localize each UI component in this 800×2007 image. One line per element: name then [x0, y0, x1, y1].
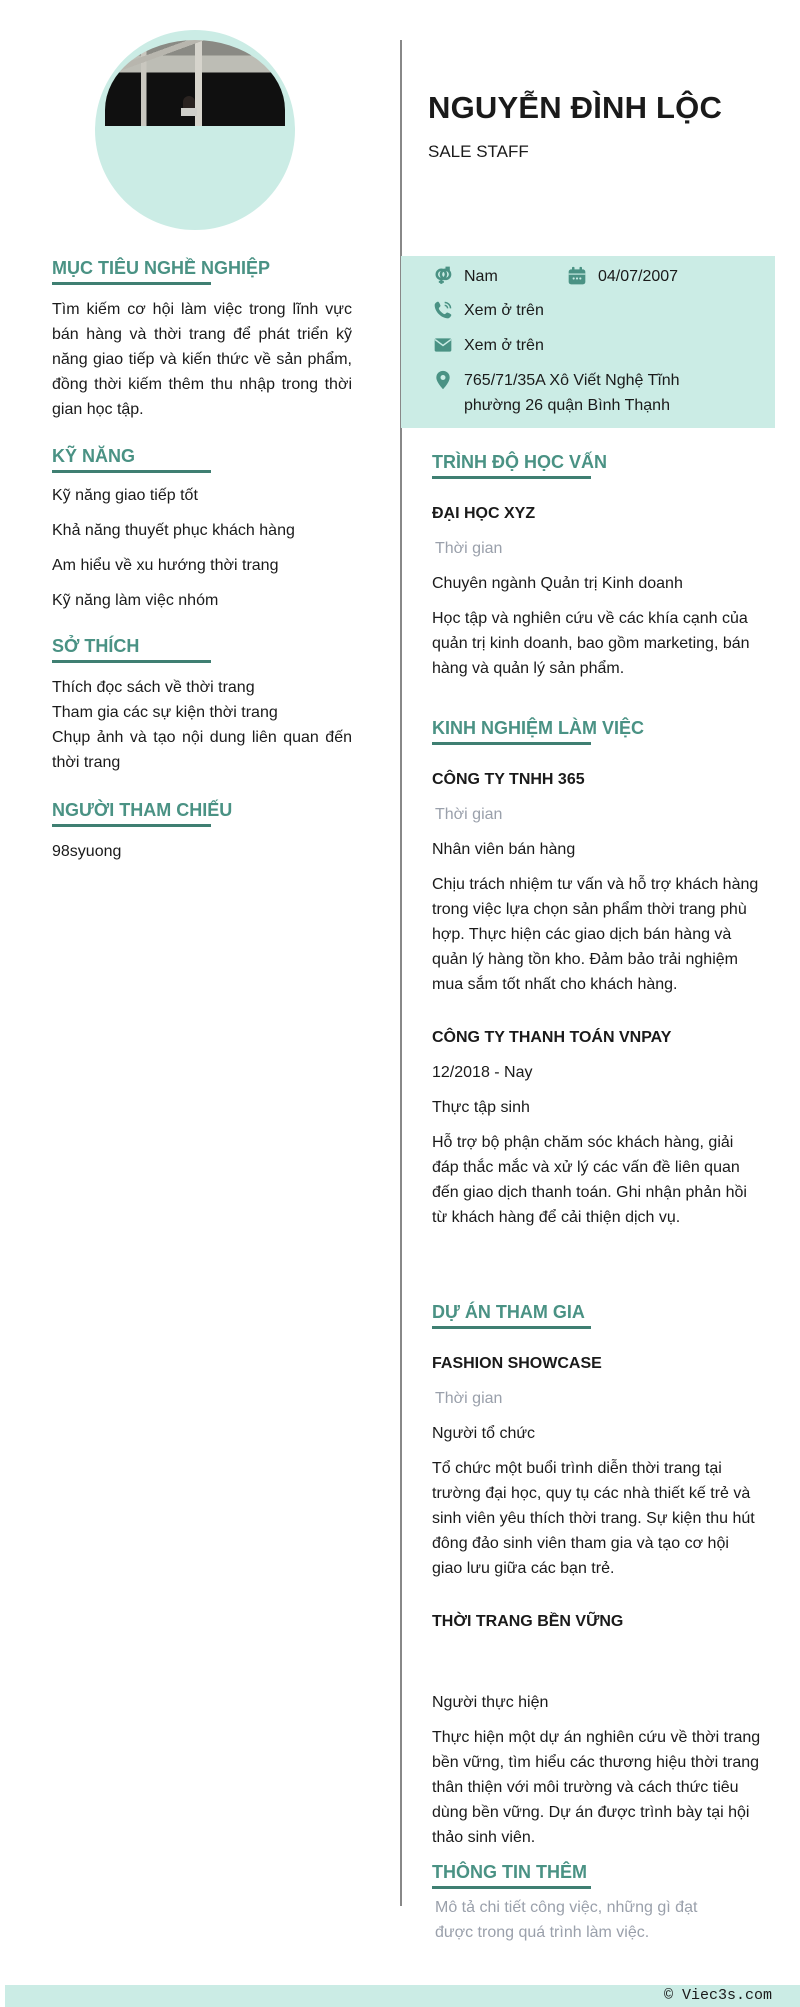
experience-item	[432, 767, 762, 997]
contact-phone	[432, 298, 544, 323]
additional-info-text: Mô tả chi tiết công việc, những gì đạt được trong quá trình làm việc.	[435, 1899, 698, 1941]
job-title: SALE STAFF	[428, 142, 529, 161]
address-line-2: phường 26 quận Bình Thạnh	[464, 397, 670, 414]
contact-birthday	[566, 264, 678, 289]
experience-item	[432, 1025, 762, 1230]
section-title: MỤC TIÊU NGHỀ NGHIỆP	[52, 258, 271, 278]
contact-email	[432, 333, 544, 358]
skill-item: Kỹ năng giao tiếp tốt	[52, 487, 198, 504]
objective-text: Tìm kiếm cơ hội làm việc trong lĩnh vực bán hàng và thời trang để phát triển kỹ năng giao tiếp và kiến thức về sản phẩm, đồng thời kiếm thêm thu nhập trong thời gian học tập.	[52, 301, 352, 418]
envelope-icon	[432, 334, 454, 356]
hobby-item: Tham gia các sự kiện thời trang	[52, 704, 278, 721]
project-role: Người tổ chức	[432, 1425, 536, 1442]
gender-value: Nam	[464, 268, 498, 285]
references-section	[52, 798, 352, 864]
project-description: Thực hiện một dự án nghiên cứu về thời trang bền vững, tìm hiểu các thương hiệu thời trang thân thiện với môi trường và cách thức tiêu dùng bền vững. Dự án được trình bày tại hội thảo sinh viên.	[432, 1729, 761, 1846]
contact-gender	[432, 264, 498, 289]
avatar-person-figure	[183, 96, 195, 116]
project-role: Người thực hiện	[432, 1694, 549, 1711]
contact-address	[432, 368, 680, 418]
gender-icon	[432, 265, 454, 287]
hobby-item: Chụp ảnh và tạo nội dung liên quan đến thời trang	[52, 729, 352, 771]
education-section	[432, 450, 762, 681]
section-underline	[52, 282, 211, 285]
project-item	[432, 1609, 762, 1850]
experience-time: Thời gian	[435, 806, 503, 823]
reference-text: 98syuong	[52, 843, 122, 860]
birthday-value: 04/07/2007	[598, 268, 679, 285]
skill-item: Kỹ năng làm việc nhóm	[52, 592, 219, 609]
location-pin-icon	[432, 369, 454, 391]
experience-description: Hỗ trợ bộ phận chăm sóc khách hàng, giải đáp thắc mắc và xử lý các vấn đề liên quan đến giao dịch thanh toán. Ghi nhận phản hồi từ khách hàng để cải thiện dịch vụ.	[432, 1134, 747, 1226]
skill-item: Khả năng thuyết phục khách hàng	[52, 522, 295, 539]
section-title: SỞ THÍCH	[52, 636, 140, 656]
hobbies-section	[52, 634, 352, 775]
experience-section	[432, 716, 762, 1230]
section-underline	[52, 660, 211, 663]
section-underline	[432, 742, 591, 745]
school-name: ĐẠI HỌC XYZ	[432, 505, 536, 522]
project-item	[432, 1351, 762, 1581]
education-item	[432, 501, 762, 681]
section-title: NGƯỜI THAM CHIẾU	[52, 800, 233, 820]
section-title: TRÌNH ĐỘ HỌC VẤN	[432, 452, 607, 472]
section-underline	[432, 1886, 591, 1889]
experience-role: Thực tập sinh	[432, 1099, 530, 1116]
experience-role: Nhân viên bán hàng	[432, 841, 576, 858]
experience-time: 12/2018 - Nay	[432, 1064, 533, 1081]
avatar	[95, 30, 295, 230]
footer-bar	[5, 1985, 800, 2007]
company-name: CÔNG TY TNHH 365	[432, 771, 585, 788]
section-underline	[52, 470, 211, 473]
project-time	[432, 1644, 762, 1669]
address-line-1: 765/71/35A Xô Viết Nghệ Tĩnh	[464, 372, 680, 389]
phone-icon	[432, 299, 454, 321]
education-description: Học tập và nghiên cứu về các khía cạnh của quản trị kinh doanh, bao gồm marketing, bán hàng và quản lý sản phẩm.	[432, 610, 750, 677]
section-title: THÔNG TIN THÊM	[432, 1862, 587, 1882]
education-time: Thời gian	[435, 540, 503, 557]
company-name: CÔNG TY THANH TOÁN VNPAY	[432, 1029, 672, 1046]
section-title: KỸ NĂNG	[52, 446, 136, 466]
section-underline	[432, 1326, 591, 1329]
phone-value: Xem ở trên	[464, 302, 544, 319]
email-value: Xem ở trên	[464, 337, 544, 354]
contact-info-panel	[401, 256, 775, 428]
skills-section	[52, 444, 352, 613]
footer-copyright: © Viec3s.com	[663, 1987, 772, 2004]
hobby-item: Thích đọc sách về thời trang	[52, 679, 255, 696]
projects-section	[432, 1300, 762, 1850]
section-underline	[432, 476, 591, 479]
project-name: FASHION SHOWCASE	[432, 1355, 602, 1372]
skill-item: Am hiểu về xu hướng thời trang	[52, 557, 279, 574]
section-underline	[52, 824, 211, 827]
objective-section	[52, 256, 352, 422]
additional-info-section	[432, 1860, 762, 1945]
candidate-name: NGUYỄN ĐÌNH LỘC	[428, 90, 723, 125]
project-description: Tổ chức một buổi trình diễn thời trang tại trường đại học, quy tụ các nhà thiết kế trẻ và sinh viên yêu thích thời trang. Sự kiện thu hút đông đảo sinh viên tham gia và tạo cơ hội giao lưu giữa các bạn trẻ.	[432, 1460, 755, 1577]
calendar-icon	[566, 265, 588, 287]
project-time: Thời gian	[435, 1390, 503, 1407]
section-title: DỰ ÁN THAM GIA	[432, 1302, 585, 1322]
education-major: Chuyên ngành Quản trị Kinh doanh	[432, 575, 683, 592]
experience-description: Chịu trách nhiệm tư vấn và hỗ trợ khách hàng trong việc lựa chọn sản phẩm thời trang phù hợp. Thực hiện các giao dịch bán hàng và quản lý hàng tồn kho. Đảm bảo trải nghiệm mua sắm tốt nhất cho khách hàng.	[432, 876, 759, 993]
section-title: KINH NGHIỆM LÀM VIỆC	[432, 718, 645, 738]
project-name: THỜI TRANG BỀN VỮNG	[432, 1613, 624, 1630]
